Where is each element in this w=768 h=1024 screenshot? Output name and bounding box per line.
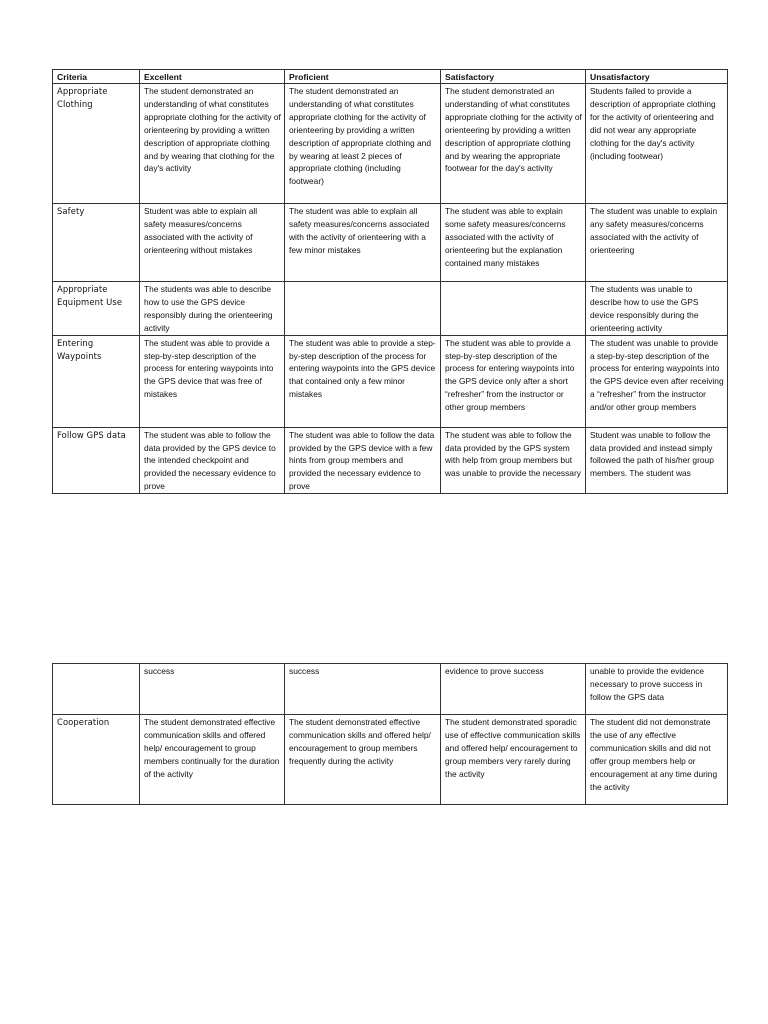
header-criteria: Criteria [53,70,140,84]
header-satisfactory: Satisfactory [441,70,586,84]
criteria-cell: Safety [53,204,140,282]
criteria-cell: Appropriate Clothing [53,84,140,204]
table-row [53,282,728,336]
rubric-table-continued [52,663,728,805]
unsatisfactory-cell: The student was unable to explain any safety measures/concerns associated with the activity of orienteering [586,204,728,282]
unsatisfactory-cell: Students failed to provide a description of appropriate clothing for the activity of orienteering and did not wear any appropriate clothing for the day's activity (including footwear) [586,84,728,204]
header-unsatisfactory: Unsatisfactory [586,70,728,84]
table-header-row [53,70,728,84]
satisfactory-cell: The student was able to explain some safety measures/concerns associated with the activity of orienteering but the explanation contained many mistakes [441,204,586,282]
satisfactory-cell: The student demonstrated an understanding of what constitutes appropriate clothing for the activity of orienteering by providing a written description of appropriate clothing and by wearing the appropriate footwear for the day's activity [441,84,586,204]
proficient-cell [285,282,441,336]
header-excellent: Excellent [140,70,285,84]
table-row [53,427,728,494]
proficient-cell: The student was able to explain all safety measures/concerns associated with the activity of orienteering with a few minor mistakes [285,204,441,282]
criteria-cell: Cooperation [53,715,140,805]
criteria-cell: Entering Waypoints [53,335,140,427]
unsatisfactory-cell: The student was unable to provide a step-by-step description of the process for entering waypoints into the GPS device even after receiving a “refresher” from the instructor and/or other group members [586,335,728,427]
table-row [53,664,728,715]
excellent-cell: The student was able to follow the data provided by the GPS device to the intended checkpoint and provided the necessary evidence to prove [140,427,285,494]
excellent-cell: The student was able to provide a step-by-step description of the process for entering waypoints into the GPS device that was free of mistakes [140,335,285,427]
excellent-cell: Student was able to explain all safety measures/concerns associated with the activity of orienteering without mistakes [140,204,285,282]
excellent-cell: The student demonstrated an understanding of what constitutes appropriate clothing for the activity of orienteering by providing a written description of appropriate clothing and by wearing that clothing for the day's activity [140,84,285,204]
table-row [53,335,728,427]
unsatisfactory-cell: Student was unable to follow the data provided and instead simply followed the path of his/her group members. The student was [586,427,728,494]
unsatisfactory-cell: unable to provide the evidence necessary to prove success in follow the GPS data [586,664,728,715]
table-row [53,204,728,282]
criteria-cell: Appropriate Equipment Use [53,282,140,336]
satisfactory-cell [441,282,586,336]
proficient-cell: success [285,664,441,715]
criteria-cell [53,664,140,715]
excellent-cell: The students was able to describe how to use the GPS device responsibly during the orienteering activity [140,282,285,336]
satisfactory-cell: The student was able to provide a step-by-step description of the process for entering waypoints into the GPS device only after a short “refresher” from the instructor or other group members [441,335,586,427]
excellent-cell: The student demonstrated effective communication skills and offered help/ encouragement to group members continually for the duration of the activity [140,715,285,805]
excellent-cell: success [140,664,285,715]
table-row [53,84,728,204]
proficient-cell: The student was able to provide a step-by-step description of the process for entering waypoints into the GPS device that contained only a few minor mistakes [285,335,441,427]
satisfactory-cell: The student was able to follow the data provided by the GPS system with help from group members but was unable to provide the necessary [441,427,586,494]
satisfactory-cell: The student demonstrated sporadic use of effective communication skills and offered help/ encouragement to group members very rarely during the activity [441,715,586,805]
criteria-cell: Follow GPS data [53,427,140,494]
satisfactory-cell: evidence to prove success [441,664,586,715]
proficient-cell: The student demonstrated an understanding of what constitutes appropriate clothing for the activity of orienteering by providing a written description of appropriate clothing and by wearing at least 2 pieces of appropriate clothing (including footwear) [285,84,441,204]
proficient-cell: The student demonstrated effective communication skills and offered help/ encouragement to group members frequently during the activity [285,715,441,805]
proficient-cell: The student was able to follow the data provided by the GPS device with a few hints from group members and provided the necessary evidence to prove [285,427,441,494]
unsatisfactory-cell: The students was unable to describe how to use the GPS device responsibly during the orienteering activity [586,282,728,336]
unsatisfactory-cell: The student did not demonstrate the use of any effective communication skills and did not offer group members help or encouragement at any time during the activity [586,715,728,805]
header-proficient: Proficient [285,70,441,84]
table-row [53,715,728,805]
rubric-table [52,69,728,494]
